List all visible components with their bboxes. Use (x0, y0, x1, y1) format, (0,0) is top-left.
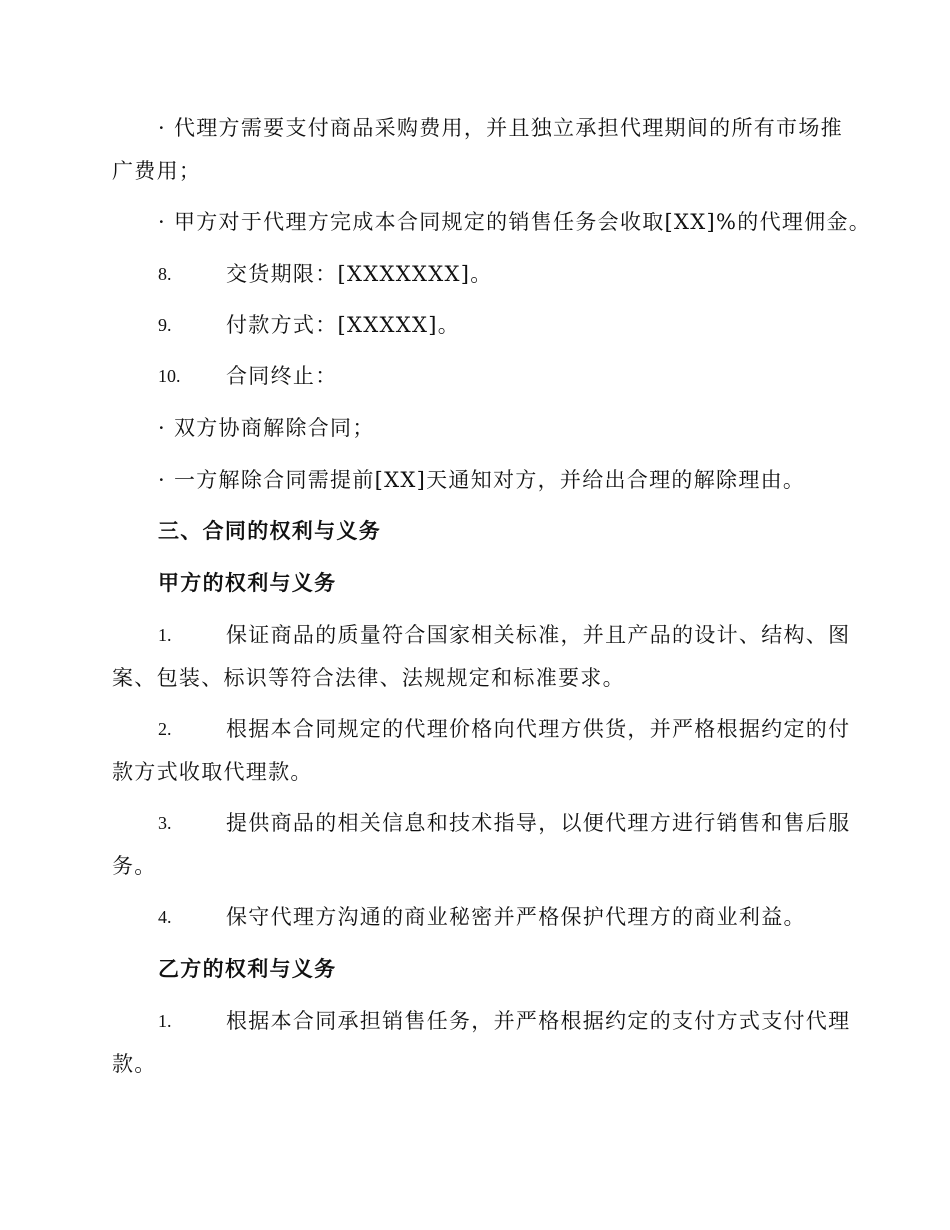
item-text-continuation: 务。 (112, 854, 157, 878)
bullet-line: · 双方协商解除合同； (158, 416, 375, 440)
section-heading: 三、合同的权利与义务 (158, 518, 381, 543)
bullet-line: · 一方解除合同需提前[XX]天通知对方，并给出合理的解除理由。 (158, 468, 806, 492)
bullet-line: · 代理方需要支付商品采购费用，并且独立承担代理期间的所有市场推 (158, 116, 843, 140)
item-number: 3. (158, 813, 172, 833)
bullet-line-continuation: 广费用； (112, 159, 202, 183)
item-number: 9. (158, 315, 172, 335)
item-text-continuation: 款。 (112, 1052, 157, 1076)
item-number: 4. (158, 907, 172, 927)
item-text: 保证商品的质量符合国家相关标准，并且产品的设计、结构、图 (226, 623, 851, 647)
item-number: 8. (158, 264, 172, 284)
bullet-line: · 甲方对于代理方完成本合同规定的销售任务会收取[XX]%的代理佣金。 (158, 210, 872, 234)
item-text-continuation: 案、包装、标识等符合法律、法规规定和标准要求。 (112, 666, 625, 690)
item-text: 根据本合同规定的代理价格向代理方供货，并严格根据约定的付 (226, 717, 851, 741)
item-text: 付款方式：[XXXXX]。 (226, 313, 461, 337)
subsection-heading: 乙方的权利与义务 (158, 956, 337, 981)
item-text: 保守代理方沟通的商业秘密并严格保护代理方的商业利益。 (226, 905, 806, 929)
item-text: 提供商品的相关信息和技术指导，以便代理方进行销售和售后服 (226, 811, 851, 835)
item-text: 根据本合同承担销售任务，并严格根据约定的支付方式支付代理 (226, 1009, 851, 1033)
item-number: 10. (158, 366, 181, 386)
item-number: 2. (158, 719, 172, 739)
item-number: 1. (158, 625, 172, 645)
item-number: 1. (158, 1011, 172, 1031)
item-text: 合同终止： (226, 364, 338, 388)
item-text: 交货期限：[XXXXXXX]。 (226, 262, 493, 286)
item-text-continuation: 款方式收取代理款。 (112, 760, 313, 784)
subsection-heading: 甲方的权利与义务 (158, 570, 337, 595)
